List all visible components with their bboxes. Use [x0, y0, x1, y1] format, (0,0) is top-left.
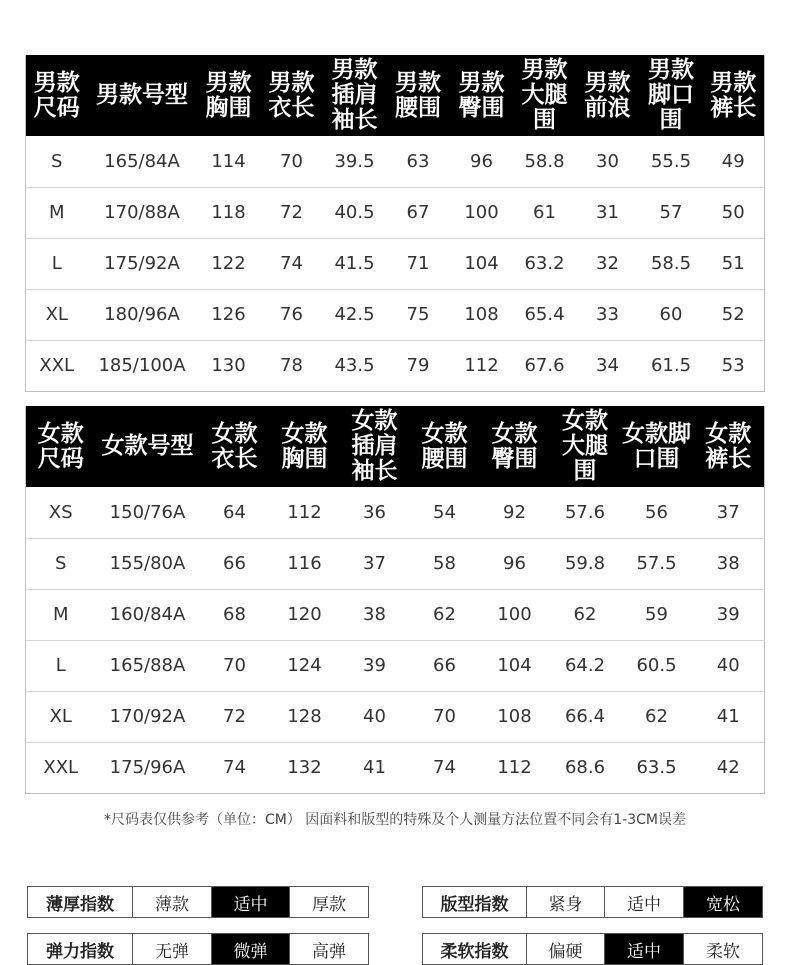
- index-option-selected: 适中: [605, 934, 684, 965]
- measure-cell: 62: [410, 589, 480, 640]
- measure-cell: 76: [261, 289, 323, 340]
- softness-index: [422, 933, 763, 965]
- measure-cell: 175/96A: [96, 742, 200, 793]
- index-option: 厚款: [290, 887, 369, 918]
- measure-cell: 64: [223, 501, 246, 523]
- measure-cell: 112: [450, 340, 514, 391]
- measure-cell: 66.4: [550, 691, 621, 742]
- measure-cell: 100: [480, 589, 550, 640]
- table-row: [26, 136, 765, 187]
- measure-cell: 61.5: [640, 340, 703, 391]
- measure-cell: 155/80A: [96, 538, 200, 589]
- column-header: 男款 胸围: [197, 55, 261, 136]
- measure-cell: 36: [363, 501, 386, 523]
- measure-cell: 42.5: [323, 289, 387, 340]
- women-size-table: [25, 406, 765, 794]
- measure-cell: 124: [270, 640, 340, 691]
- measure-cell: 79: [387, 340, 450, 391]
- size-cell: L: [26, 238, 88, 289]
- measure-cell: 65.4: [514, 289, 576, 340]
- measure-cell: 63: [406, 150, 430, 172]
- measure-cell: 78: [261, 340, 323, 391]
- measure-cell: 96: [470, 150, 493, 172]
- index-option-selected: 宽松: [684, 887, 763, 918]
- table-row: [26, 187, 765, 238]
- measure-cell: 74: [200, 742, 270, 793]
- measure-cell: 38: [340, 589, 410, 640]
- measure-cell: 72: [261, 187, 323, 238]
- measure-cell: 39: [340, 640, 410, 691]
- measure-cell: 170/88A: [88, 187, 197, 238]
- column-header: 男款 衣长: [261, 55, 323, 136]
- measure-cell: 160/84A: [96, 589, 200, 640]
- table-row: [26, 742, 765, 793]
- index-label: 柔软指数: [423, 934, 527, 965]
- measure-cell: 37: [340, 538, 410, 589]
- measure-cell: 57: [640, 187, 703, 238]
- measure-cell: 58.8: [524, 150, 565, 172]
- measure-cell: 54: [433, 501, 456, 523]
- measure-cell: 165/88A: [96, 640, 200, 691]
- measure-cell: 126: [197, 289, 261, 340]
- index-option: 紧身: [527, 887, 605, 918]
- size-cell: XL: [26, 691, 96, 742]
- measure-cell: 30: [596, 150, 619, 172]
- measure-cell: 71: [387, 238, 450, 289]
- measure-cell: 49: [721, 150, 745, 172]
- measure-cell: 96: [480, 538, 550, 589]
- column-header: 女款 臀围: [480, 406, 550, 487]
- size-cell: M: [26, 187, 88, 238]
- index-option: 无弹: [133, 934, 212, 965]
- size-cell: L: [26, 640, 96, 691]
- table-row: [26, 589, 765, 640]
- measure-cell: 38: [693, 538, 765, 589]
- measure-cell: 122: [197, 238, 261, 289]
- men-table-body: [26, 136, 765, 391]
- men-header-row: [26, 55, 765, 136]
- column-header: 女款 腰围: [410, 406, 480, 487]
- index-label: 版型指数: [423, 887, 527, 918]
- measure-cell: 51: [703, 238, 765, 289]
- index-label: 弹力指数: [28, 934, 133, 965]
- measure-cell: 68: [200, 589, 270, 640]
- size-note: *尺码表仅供参考（单位：CM） 因面料和版型的特殊及个人测量方法位置不同会有1-3CM误差: [103, 812, 687, 828]
- measure-cell: 57.5: [621, 538, 693, 589]
- measure-cell: 50: [703, 187, 765, 238]
- column-header: 男款 脚口 围: [640, 55, 703, 136]
- measure-cell: 165/84A: [104, 150, 180, 172]
- measure-cell: 39.5: [334, 150, 375, 172]
- measure-cell: 34: [576, 340, 640, 391]
- size-cell: XXL: [26, 340, 88, 391]
- column-header: 女款 裤长: [693, 406, 765, 487]
- table-row: [26, 340, 765, 391]
- column-header: 男款 尺码: [26, 55, 88, 136]
- measure-cell: 185/100A: [88, 340, 197, 391]
- index-option: 适中: [605, 887, 684, 918]
- size-cell: M: [26, 589, 96, 640]
- column-header: 女款脚 口围: [621, 406, 693, 487]
- measure-cell: 70: [410, 691, 480, 742]
- thickness-index: [27, 886, 369, 918]
- measure-cell: 60.5: [621, 640, 693, 691]
- measure-cell: 67.6: [514, 340, 576, 391]
- measure-cell: 63.2: [514, 238, 576, 289]
- measure-cell: 43.5: [323, 340, 387, 391]
- measure-cell: 31: [576, 187, 640, 238]
- size-cell: S: [51, 150, 63, 172]
- measure-cell: 112: [287, 501, 322, 523]
- column-header: 男款 裤长: [703, 55, 765, 136]
- column-header: 女款 衣长: [200, 406, 270, 487]
- measure-cell: 66: [410, 640, 480, 691]
- measure-cell: 40: [340, 691, 410, 742]
- size-cell: S: [26, 538, 96, 589]
- measure-cell: 61: [514, 187, 576, 238]
- measure-cell: 37: [716, 501, 740, 523]
- fit-index: [422, 886, 763, 918]
- measure-cell: 74: [261, 238, 323, 289]
- index-option-selected: 微弹: [212, 934, 290, 965]
- measure-cell: 41: [340, 742, 410, 793]
- column-header: 女款 胸围: [270, 406, 340, 487]
- measure-cell: 114: [211, 150, 246, 172]
- measure-cell: 118: [197, 187, 261, 238]
- column-header: 男款 前浪: [576, 55, 640, 136]
- measure-cell: 180/96A: [88, 289, 197, 340]
- measure-cell: 39: [693, 589, 765, 640]
- measure-cell: 104: [450, 238, 514, 289]
- measure-cell: 62: [621, 691, 693, 742]
- measure-cell: 60: [640, 289, 703, 340]
- measure-cell: 128: [270, 691, 340, 742]
- size-cell: XL: [26, 289, 88, 340]
- measure-cell: 55.5: [650, 150, 692, 172]
- measure-cell: 40.5: [323, 187, 387, 238]
- measure-cell: 59.8: [550, 538, 621, 589]
- table-row: [26, 487, 765, 538]
- measure-cell: 92: [503, 501, 526, 523]
- measure-cell: 72: [200, 691, 270, 742]
- measure-cell: 53: [703, 340, 765, 391]
- column-header: 男款 臀围: [450, 55, 514, 136]
- measure-cell: 150/76A: [109, 501, 186, 523]
- measure-cell: 63.5: [621, 742, 693, 793]
- measure-cell: 40: [693, 640, 765, 691]
- measure-cell: 56: [645, 501, 668, 523]
- measure-cell: 175/92A: [88, 238, 197, 289]
- measure-cell: 58: [410, 538, 480, 589]
- table-row: [26, 640, 765, 691]
- table-row: [26, 538, 765, 589]
- measure-cell: 112: [480, 742, 550, 793]
- measure-cell: 75: [387, 289, 450, 340]
- index-option: 柔软: [684, 934, 763, 965]
- measure-cell: 52: [703, 289, 765, 340]
- column-header: 男款 腰围: [387, 55, 450, 136]
- measure-cell: 70: [200, 640, 270, 691]
- measure-cell: 41: [693, 691, 765, 742]
- column-header: 女款 尺码: [26, 406, 96, 487]
- column-header: 女款 大腿 围: [550, 406, 621, 487]
- measure-cell: 67: [387, 187, 450, 238]
- measure-cell: 74: [410, 742, 480, 793]
- index-option-selected: 适中: [212, 887, 290, 918]
- index-option: 薄款: [133, 887, 212, 918]
- measure-cell: 120: [270, 589, 340, 640]
- measure-cell: 41.5: [323, 238, 387, 289]
- measure-cell: 57.6: [564, 501, 606, 523]
- measure-cell: 70: [280, 150, 303, 172]
- table-row: [26, 691, 765, 742]
- index-label: 薄厚指数: [28, 887, 133, 918]
- measure-cell: 116: [270, 538, 340, 589]
- measure-cell: 132: [270, 742, 340, 793]
- measure-cell: 64.2: [550, 640, 621, 691]
- measure-cell: 108: [450, 289, 514, 340]
- size-cell: XXL: [26, 742, 96, 793]
- measure-cell: 130: [197, 340, 261, 391]
- size-cell: XS: [48, 501, 73, 523]
- measure-cell: 66: [200, 538, 270, 589]
- column-header: 女款 插肩 袖长: [340, 406, 410, 487]
- index-option: 偏硬: [527, 934, 605, 965]
- index-option: 高弹: [290, 934, 369, 965]
- table-row: [26, 289, 765, 340]
- table-row: [26, 238, 765, 289]
- column-header: 男款号型: [88, 55, 197, 136]
- women-table-body: [26, 487, 765, 793]
- measure-cell: 100: [450, 187, 514, 238]
- column-header: 男款 插肩 袖长: [323, 55, 387, 136]
- measure-cell: 68.6: [550, 742, 621, 793]
- measure-cell: 32: [576, 238, 640, 289]
- column-header: 男款 大腿 围: [514, 55, 576, 136]
- men-size-table: [25, 55, 765, 392]
- measure-cell: 59: [621, 589, 693, 640]
- measure-cell: 108: [480, 691, 550, 742]
- measure-cell: 104: [480, 640, 550, 691]
- measure-cell: 170/92A: [96, 691, 200, 742]
- measure-cell: 42: [693, 742, 765, 793]
- measure-cell: 58.5: [640, 238, 703, 289]
- measure-cell: 33: [576, 289, 640, 340]
- column-header: 女款号型: [96, 406, 200, 487]
- elasticity-index: [27, 933, 369, 965]
- women-header-row: [26, 406, 765, 487]
- measure-cell: 62: [550, 589, 621, 640]
